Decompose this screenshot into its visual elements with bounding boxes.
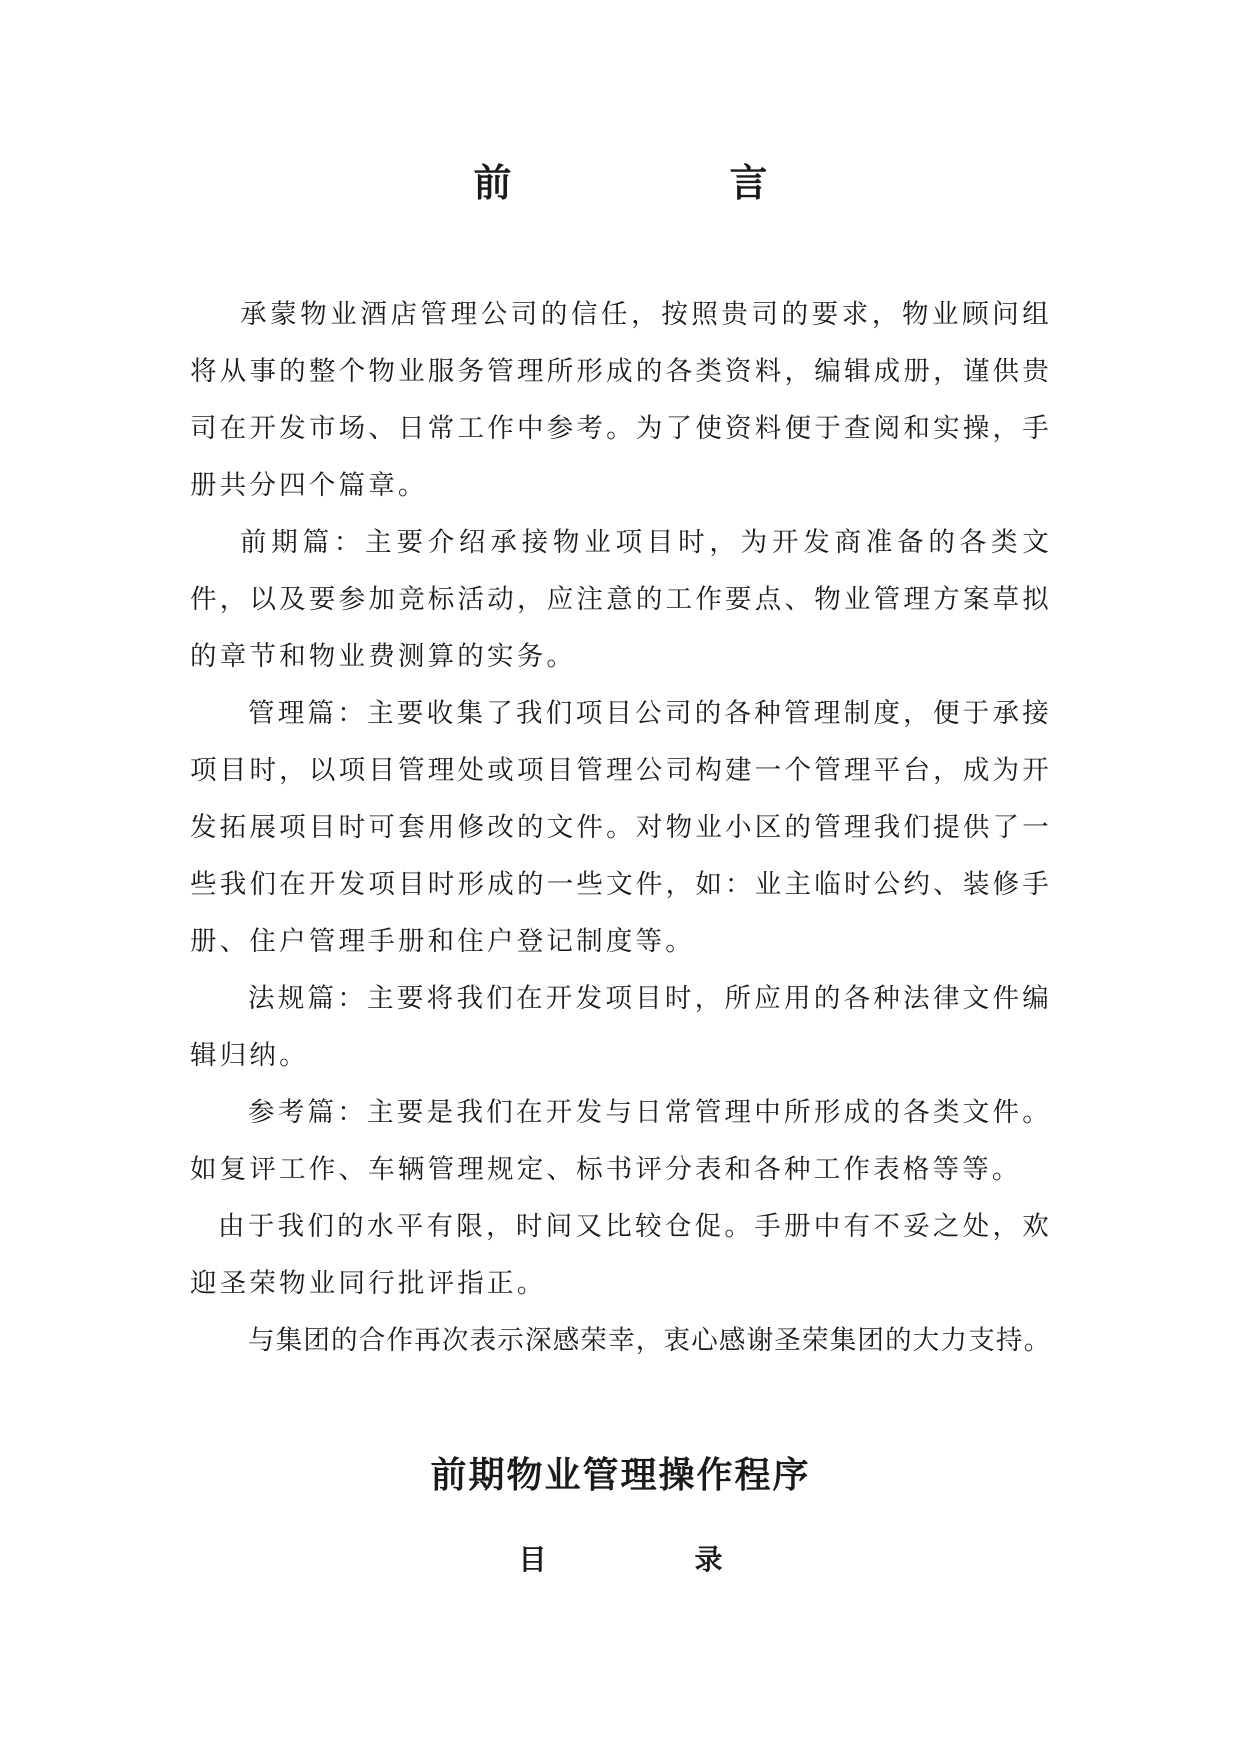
section-title: 前期物业管理操作程序: [430, 1454, 811, 1496]
table-of-contents-title: 目 录: [518, 1543, 783, 1576]
preface-paragraph-early-stage: 前期篇：主要介绍承接物业项目时，为开发商准备的各类文件，以及要参加竞标活动，应注意的工作要点、物业管理方案草拟的章节和物业费测算的实务。: [190, 527, 1052, 672]
preface-title: 前 言: [473, 160, 858, 205]
preface-body: [190, 286, 1052, 1369]
preface-paragraph-reference: 参考篇：主要是我们在开发与日常管理中所形成的各类文件。如复评工作、车辆管理规定、标书评分表和各种工作表格等等。: [190, 1097, 1052, 1185]
preface-paragraph-management: 管理篇：主要收集了我们项目公司的各种管理制度，便于承接项目时，以项目管理处或项目管理公司构建一个管理平台，成为开发拓展项目时可套用修改的文件。对物业小区的管理我们提供了一些我们在开发项目时形成的一些文件，如：业主临时公约、装修手册、住户管理手册和住户登记制度等。: [190, 698, 1052, 957]
preface-paragraph-intro: 承蒙物业酒店管理公司的信任，按照贵司的要求，物业顾问组将从事的整个物业服务管理所形成的各类资料，编辑成册，谨供贵司在开发市场、日常工作中参考。为了使资料便于查阅和实操，手册共分四个篇章。: [190, 299, 1052, 501]
preface-paragraph-regulations: 法规篇：主要将我们在开发项目时，所应用的各种法律文件编辑归纳。: [190, 983, 1052, 1071]
preface-paragraph-thanks: 与集团的合作再次表示深感荣幸，衷心感谢圣荣集团的大力支持。: [248, 1325, 1052, 1356]
preface-paragraph-apology: 由于我们的水平有限，时间又比较仓促。手册中有不妥之处，欢迎圣荣物业同行批评指正。: [190, 1211, 1052, 1299]
